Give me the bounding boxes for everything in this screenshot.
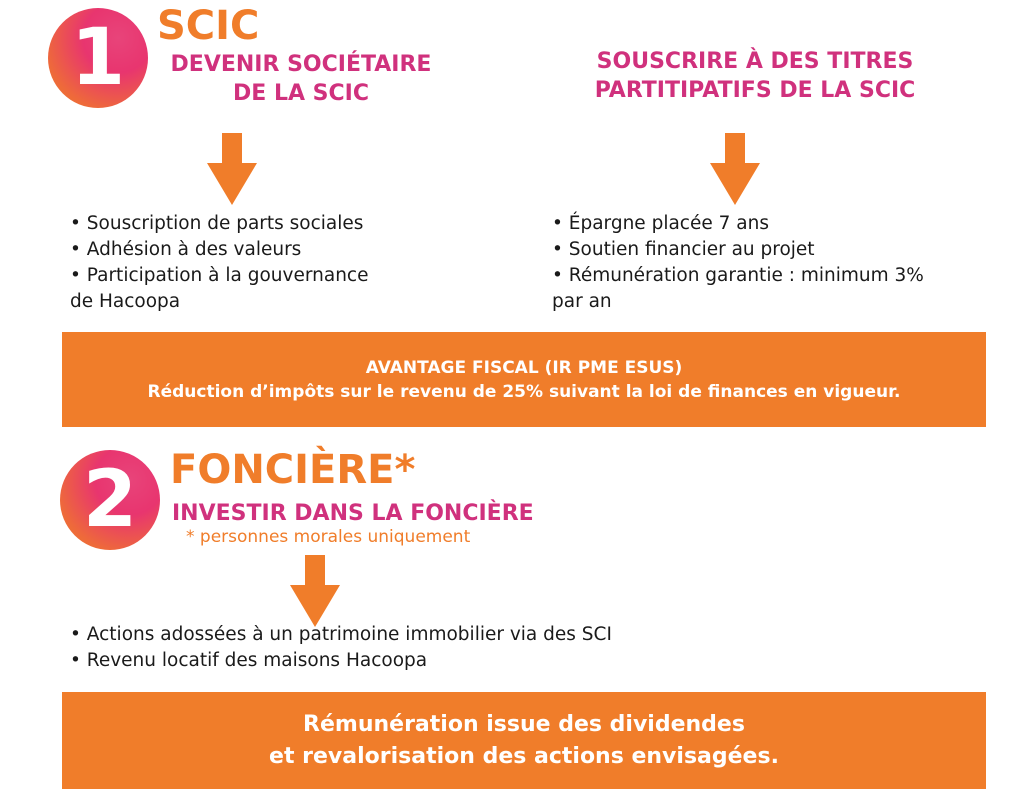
section-1-title: SCIC (157, 3, 260, 49)
step-2-badge (60, 450, 160, 550)
list-item: • Revenu locatif des maisons Hacoopa (70, 650, 428, 671)
banner-line-2: et revalorisation des actions envisagées. (269, 743, 779, 769)
right-heading-line-2: PARTITIPATIFS DE LA SCIC (594, 78, 916, 103)
right-list (552, 211, 924, 315)
arrow-down-icon (710, 133, 760, 205)
arrow-down-icon (207, 133, 257, 205)
step-1-number: 1 (70, 13, 126, 103)
list-item: • Participation à la gouvernance (70, 265, 369, 286)
list-item: • Souscription de parts sociales (70, 213, 364, 234)
list-item: • Épargne placée 7 ans (552, 213, 769, 234)
left-heading (146, 50, 456, 108)
right-heading (560, 47, 950, 105)
right-heading-line-1: SOUSCRIRE À DES TITRES (596, 49, 914, 74)
list-item: • Rémunération garantie : minimum 3% (552, 265, 924, 286)
step-1-badge (48, 8, 148, 108)
step-2-number: 2 (82, 455, 138, 545)
banner-text: Réduction d’impôts sur le revenu de 25% suivant la loi de finances en vigueur. (147, 381, 901, 402)
list-item: de Hacoopa (70, 291, 181, 312)
arrow-down-icon (290, 555, 340, 627)
left-heading-line-1: DEVENIR SOCIÉTAIRE (170, 52, 432, 77)
banner-title: AVANTAGE FISCAL (IR PME ESUS) (365, 357, 683, 378)
left-list (70, 211, 368, 315)
list-item: • Actions adossées à un patrimoine immobilier via des SCI (70, 624, 612, 645)
list-item: par an (552, 291, 612, 312)
banner-line-1: Rémunération issue des dividendes (303, 711, 745, 737)
section-2-list (70, 622, 612, 674)
section-2-title: FONCIÈRE* (170, 447, 416, 493)
list-item: • Soutien financier au projet (552, 239, 815, 260)
section-2-note: * personnes morales uniquement (186, 527, 471, 547)
list-item: • Adhésion à des valeurs (70, 239, 302, 260)
fiscal-advantage-banner (62, 332, 986, 427)
section-2-heading: INVESTIR DANS LA FONCIÈRE (172, 501, 534, 526)
dividends-banner (62, 692, 986, 789)
left-heading-line-2: DE LA SCIC (233, 81, 369, 106)
